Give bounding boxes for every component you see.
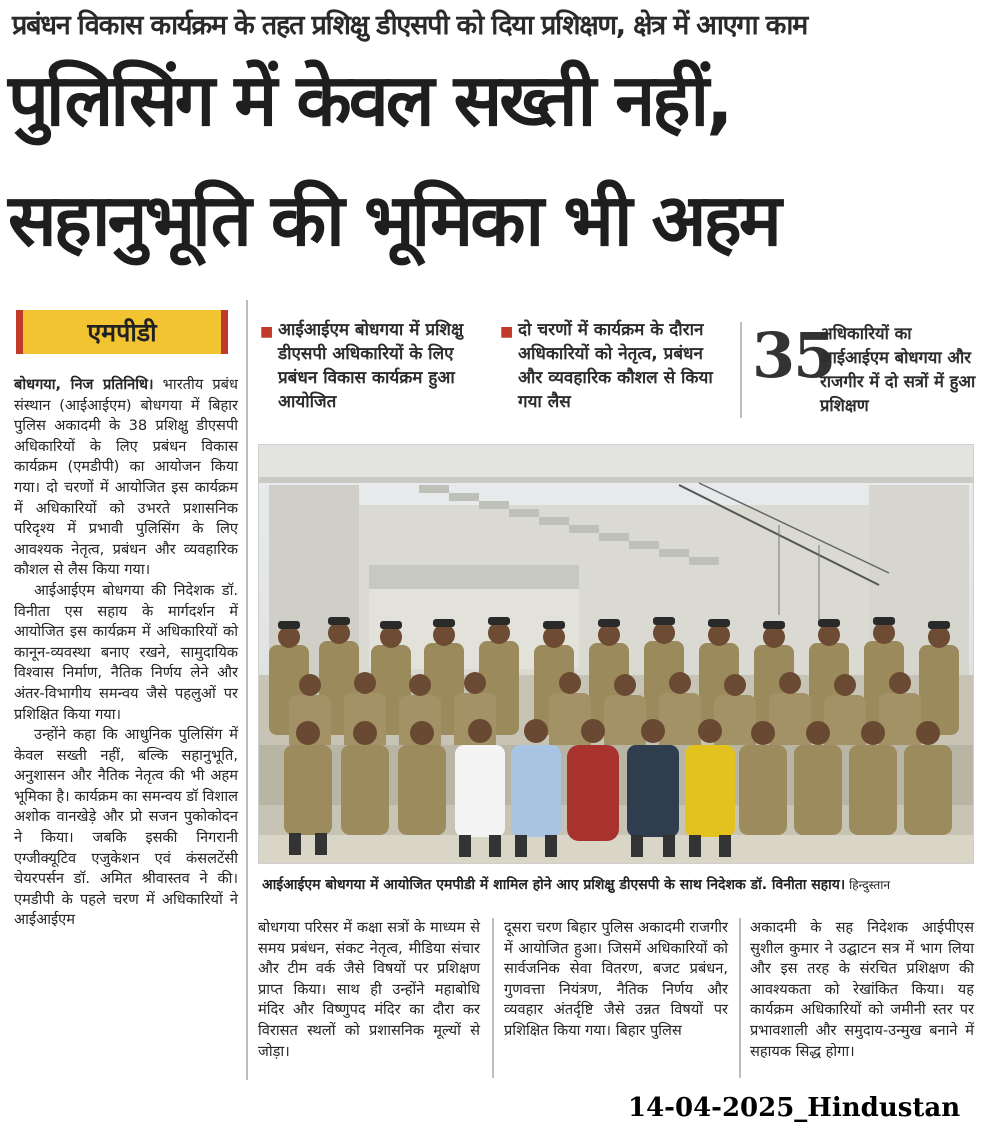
highlight-1-text: आईआईएम बोधगया में प्रशिक्षु डीएसपी अधिकारियों के लिए प्रबंधन विकास कार्यक्रम हुआ आयोजित <box>278 320 464 412</box>
kicker-headline: प्रबंधन विकास कार्यक्रम के तहत प्रशिक्षु डीएसपी को दिया प्रशिक्षण, क्षेत्र में आएगा काम <box>12 10 808 41</box>
section-tag <box>16 310 228 354</box>
headline-line-2: सहानुभूति की भूमिका भी अहम <box>8 178 779 262</box>
stat-number: 35 <box>752 319 835 392</box>
article-column-2: बोधगया परिसर में कक्षा सत्रों के माध्यम से समय प्रबंधन, संकट नेतृत्व, मीडिया संचार और टीम वर्क जैसे विषयों पर प्रशिक्षण प्राप्त किया। साथ ही उन्होंने महाबोधि मंदिर और विष्णुपद मंदिर का दौरा कर विरासत स्थलों को प्रशासनिक मूल्यों से जोड़ा। <box>258 919 480 1060</box>
col1-paragraph-1 <box>14 375 238 581</box>
section-tag-label: एमपीडी <box>87 318 157 347</box>
col1-para1-text: भारतीय प्रबंध संस्थान (आईआईएम) बोधगया में बिहार पुलिस अकादमी के 38 प्रशिक्षु डीएसपी अधिकारियों के लिए प्रबंधन विकास कार्यक्रम (एमडीपी) का आयोजन किया गया। दो चरणों में आयोजित इस कार्यक्रम में अधिकारियों को उभरते प्रशासनिक परिदृश्य में प्रभावी पुलिसिंग के लिए आवश्यक नेतृत्व, प्रबंधन और व्यवहारिक कौशल से लैस किया गया। <box>14 376 238 579</box>
col1-paragraph-3: उन्होंने कहा कि आधुनिक पुलिसिंग में केवल सख्ती नहीं, बल्कि सहानुभूति, अनुशासन और नैतिक नेतृत्व की भी अहम भूमिका है। कार्यक्रम का समन्वय डॉ विशाल अशोक वानखेड़े और प्रो सजन पुकोकोदन ने किया। जबकि इसकी निगरानी एग्जीक्यूटिव एजुकेशन एवं कंसलटेंसी चेयरपर्सन डॉ. अमित श्रीवास्तव ने की। एमडीपी के पहले चरण में अधिकारियों ने आईआईएम <box>14 726 238 929</box>
article-column-4: अकादमी के सह निदेशक आईपीएस सुशील कुमार ने उद्घाटन सत्र में भाग लिया और इस तरह के संरचित प्रशिक्षण की आवश्यकता को रेखांकित किया। यह कार्यक्रम अधिकारियों को जमीनी स्तर पर प्रभावशाली और समुदाय-उन्मुख बनाने में सहायक सिद्ध होगा। <box>750 919 974 1060</box>
photo-credit: हिन्दुस्तान <box>849 878 891 892</box>
bullet-square-icon: ■ <box>500 324 514 340</box>
highlight-box-1 <box>260 318 486 414</box>
article-column-3: दूसरा चरण बिहार पुलिस अकादमी राजगीर में आयोजित हुआ। जिसमें अधिकारियों को सार्वजनिक सेवा वितरण, बजट प्रबंधन, गुणवत्ता नियंत्रण, नैतिक निर्णय और व्यवहार अंतर्दृष्टि जैसे उन्नत विषयों पर प्रशिक्षित किया गया। बिहार पुलिस <box>504 919 728 1039</box>
column-divider <box>492 918 494 1078</box>
headline-line-1: पुलिसिंग में केवल सख्ती नहीं, <box>8 58 731 142</box>
column-divider <box>739 918 741 1078</box>
byline: बोधगया, निज प्रतिनिधि। <box>14 376 154 393</box>
group-photo-illustration <box>259 445 974 864</box>
group-photo <box>258 444 974 864</box>
col1-paragraph-2: आईआईएम बोधगया की निदेशक डॉ. विनीता एस सहाय के मार्गदर्शन में आयोजित इस कार्यक्रम में अधिकारियों को कानून-व्यवस्था बनाए रखने, सामुदायिक विश्वास निर्माण, नैतिक निर्णय लेने और अंतर-विभागीय समन्वय जैसे पहलुओं पर प्रशिक्षित किया गया। <box>14 581 238 723</box>
highlight-box-2 <box>500 318 728 414</box>
article-column-1 <box>14 375 238 931</box>
source-dateline: 14-04-2025_Hindustan <box>628 1093 961 1123</box>
column-divider <box>246 300 248 1080</box>
photo-caption-text: आईआईएम बोधगया में आयोजित एमपीडी में शामिल होने आए प्रशिक्षु डीएसपी के साथ निदेशक डॉ. विनीता सहाय। <box>262 877 846 893</box>
highlight-divider <box>740 322 742 418</box>
highlight-2-text: दो चरणों में कार्यक्रम के दौरान अधिकारियों को नेतृत्व, प्रबंधन और व्यवहारिक कौशल से किया गया लैस <box>518 320 713 412</box>
photo-caption <box>262 874 978 896</box>
stat-text: अधिकारियों का आईआईएम बोधगया और राजगीर में दो सत्रों में हुआ प्रशिक्षण <box>820 324 976 415</box>
bullet-square-icon: ■ <box>260 324 274 340</box>
